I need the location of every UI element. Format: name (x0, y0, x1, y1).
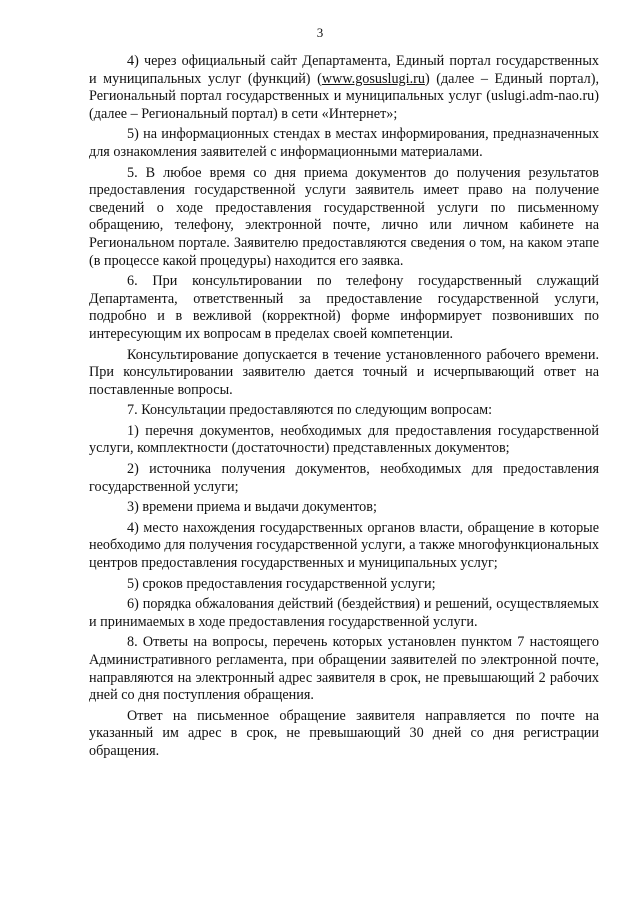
paragraph-consulting-hours: Консультирование допускается в течение установленного рабочего времени. При консультировании заявителю дается точный и исчерпывающий ответ на поставленные вопросы. (89, 346, 599, 398)
gosuslugi-link[interactable]: www.gosuslugi.ru (321, 70, 425, 87)
document-body (89, 53, 599, 764)
paragraph-clause-6: 6. При консультировании по телефону государственный служащий Департамента, ответственный за предоставление государственной услуги, подробно и в вежливой (корректной) форме информирует позвонивших по интересующим их вопросам в пределах своей компетенции. (89, 273, 599, 342)
list-item-6: 6) порядка обжалования действий (бездействия) и решений, осуществляемых и принимаемых в ходе предоставления государственной услуги. (89, 596, 599, 630)
list-item-5: 5) сроков предоставления государственной услуги; (127, 575, 436, 592)
paragraph-text: ) (далее – Единый портал), Региональный портал государственных и муниципальных услуг (uslugi.adm-nao.ru) (далее – Региональный портал) в сети «Интернет»; (89, 70, 599, 122)
paragraph-item-5-stands: 5) на информационных стендах в местах информирования, предназначенных для ознакомления заявителей с информационными материалами. (89, 126, 599, 160)
paragraph-clause-5: 5. В любое время со дня приема документов до получения результатов предоставления государственной услуги заявитель имеет право на получение сведений о ходе предоставления государственной услуги по письменному обращению, телефону, электронной почте, лично или личном кабинете на Региональном портале. Заявителю предоставляются сведения о том, на каком этапе (в процессе какой процедуры) находится его заявка. (89, 164, 599, 269)
paragraph-clause-7: 7. Консультации предоставляются по следующим вопросам: (127, 402, 493, 419)
list-item-3: 3) времени приема и выдачи документов; (127, 499, 377, 516)
list-item-2: 2) источника получения документов, необходимых для предоставления государственной услуги; (89, 461, 599, 495)
paragraph-written-answer: Ответ на письменное обращение заявителя направляется по почте на указанный им адрес в срок, не превышающий 30 дней со дня регистрации обращения. (89, 707, 599, 759)
list-item-4: 4) место нахождения государственных органов власти, обращение в которые необходимо для получения государственной услуги, а также многофункциональных центров предоставления государственных и муниципальных услуг; (89, 519, 599, 572)
page-number: 3 (316, 25, 324, 40)
list-item-1: 1) перечня документов, необходимых для предоставления государственной услуги, комплектности (достаточности) представленных документов; (89, 422, 599, 457)
paragraph-text: 4) через официальный сайт Департамента, Единый портал государственных и муниципальных услуг (функций) ( (89, 53, 599, 87)
paragraph-clause-8: 8. Ответы на вопросы, перечень которых установлен пунктом 7 настоящего Административного регламента, при обращении заявителей по электронной почте, направляются на электронный адрес заявителя в срок, не превышающий 2 рабочих дней со дня поступления обращения. (89, 634, 599, 704)
paragraph-item-4-channels (89, 53, 599, 123)
